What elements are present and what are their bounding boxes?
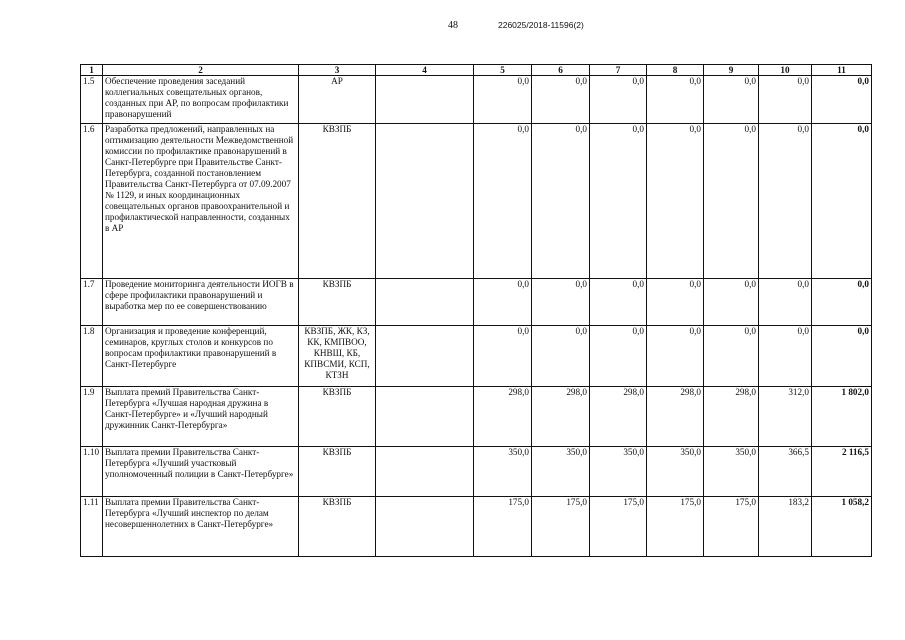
activity-name: Выплата премии Правительства Санкт-Петербурга «Лучший инспектор по делам несовершеннолетних в Санкт-Петербурге»: [103, 497, 299, 557]
col4-cell: [376, 124, 474, 279]
activity-name: Разработка предложений, направленных на оптимизацию деятельности Межведомственной комиссии по профилактике правонарушений в Санкт-Петербурге при Правительстве Санкт-Петербурга, созданной постановлением Правительства Санкт-Петербурга от 07.09.2007 № 1129, и иных координационных совещательных органов правоохранительной и профилактической направленности, созданных в АР: [103, 124, 299, 279]
executor: КВЗПБ: [299, 387, 376, 447]
value-cell: 0,0: [532, 279, 590, 326]
executor: КВЗПБ: [299, 447, 376, 497]
row-index: 1.5: [81, 76, 103, 124]
col-header-8: 8: [647, 65, 704, 76]
value-cell: 366,5: [759, 447, 812, 497]
value-cell: 175,0: [532, 497, 590, 557]
executor: КВЗПБ, ЖК, КЗ, КК, КМПВОО, КНВШ, КБ, КПВСМИ, КСП, КТЗН: [299, 326, 376, 387]
col4-cell: [376, 387, 474, 447]
value-cell: 0,0: [704, 326, 759, 387]
value-cell: 0,0: [759, 279, 812, 326]
table-row: [81, 447, 872, 497]
value-cell: 0,0: [590, 124, 647, 279]
col-header-2: 2: [103, 65, 299, 76]
value-cell: 0,0: [590, 76, 647, 124]
total-cell: 0,0: [812, 124, 872, 279]
value-cell: 0,0: [590, 279, 647, 326]
table-row: [81, 387, 872, 447]
value-cell: 298,0: [590, 387, 647, 447]
table-row: [81, 326, 872, 387]
col-header-3: 3: [299, 65, 376, 76]
value-cell: 298,0: [532, 387, 590, 447]
value-cell: 0,0: [647, 326, 704, 387]
value-cell: 0,0: [474, 76, 532, 124]
value-cell: 0,0: [647, 124, 704, 279]
table-row: [81, 497, 872, 557]
value-cell: 0,0: [759, 76, 812, 124]
executor: КВЗПБ: [299, 279, 376, 326]
total-cell: 0,0: [812, 279, 872, 326]
col-header-11: 11: [812, 65, 872, 76]
col-header-9: 9: [704, 65, 759, 76]
value-cell: 0,0: [474, 124, 532, 279]
row-index: 1.6: [81, 124, 103, 279]
col-header-10: 10: [759, 65, 812, 76]
value-cell: 0,0: [590, 326, 647, 387]
total-cell: 0,0: [812, 326, 872, 387]
program-table: [80, 64, 872, 557]
value-cell: 350,0: [474, 447, 532, 497]
value-cell: 0,0: [647, 76, 704, 124]
value-cell: 0,0: [704, 76, 759, 124]
row-index: 1.7: [81, 279, 103, 326]
value-cell: 298,0: [474, 387, 532, 447]
value-cell: 350,0: [590, 447, 647, 497]
activity-name: Выплата премии Правительства Санкт-Петербурга «Лучший участковый уполномоченный полиции в Санкт-Петербурге»: [103, 447, 299, 497]
value-cell: 0,0: [704, 124, 759, 279]
activity-name: Обеспечение проведения заседаний коллегиальных совещательных органов, созданных при АР, по вопросам профилактики правонарушений: [103, 76, 299, 124]
col-header-1: 1: [81, 65, 103, 76]
document-id: 226025/2018-11596(2): [498, 20, 584, 30]
value-cell: 0,0: [532, 124, 590, 279]
col4-cell: [376, 326, 474, 387]
row-index: 1.8: [81, 326, 103, 387]
col4-cell: [376, 497, 474, 557]
value-cell: 175,0: [704, 497, 759, 557]
col-header-7: 7: [590, 65, 647, 76]
value-cell: 312,0: [759, 387, 812, 447]
table-row: [81, 279, 872, 326]
value-cell: 0,0: [759, 326, 812, 387]
col-header-6: 6: [532, 65, 590, 76]
value-cell: 183,2: [759, 497, 812, 557]
executor: КВЗПБ: [299, 497, 376, 557]
executor: КВЗПБ: [299, 124, 376, 279]
value-cell: 175,0: [474, 497, 532, 557]
value-cell: 0,0: [474, 279, 532, 326]
executor: АР: [299, 76, 376, 124]
value-cell: 175,0: [590, 497, 647, 557]
row-index: 1.11: [81, 497, 103, 557]
page-number: 48: [448, 20, 458, 31]
value-cell: 298,0: [647, 387, 704, 447]
value-cell: 350,0: [532, 447, 590, 497]
value-cell: 175,0: [647, 497, 704, 557]
activity-name: Проведение мониторинга деятельности ИОГВ в сфере профилактики правонарушений и выработка мер по ее совершенствованию: [103, 279, 299, 326]
col4-cell: [376, 279, 474, 326]
activity-name: Организация и проведение конференций, семинаров, круглых столов и конкурсов по вопросам профилактики правонарушений в Санкт-Петербурге: [103, 326, 299, 387]
total-cell: 2 116,5: [812, 447, 872, 497]
header-row: [81, 65, 872, 76]
row-index: 1.10: [81, 447, 103, 497]
value-cell: 0,0: [759, 124, 812, 279]
value-cell: 350,0: [647, 447, 704, 497]
value-cell: 298,0: [704, 387, 759, 447]
table-row: [81, 76, 872, 124]
col-header-4: 4: [376, 65, 474, 76]
col4-cell: [376, 447, 474, 497]
value-cell: 0,0: [704, 279, 759, 326]
table-row: [81, 124, 872, 279]
total-cell: 1 802,0: [812, 387, 872, 447]
row-index: 1.9: [81, 387, 103, 447]
value-cell: 0,0: [532, 76, 590, 124]
activity-name: Выплата премий Правительства Санкт-Петербурга «Лучшая народная дружина в Санкт-Петербурге» и «Лучший народный дружинник Санкт-Петербурга»: [103, 387, 299, 447]
value-cell: 0,0: [474, 326, 532, 387]
col4-cell: [376, 76, 474, 124]
value-cell: 0,0: [647, 279, 704, 326]
value-cell: 0,0: [532, 326, 590, 387]
total-cell: 0,0: [812, 76, 872, 124]
col-header-5: 5: [474, 65, 532, 76]
total-cell: 1 058,2: [812, 497, 872, 557]
value-cell: 350,0: [704, 447, 759, 497]
